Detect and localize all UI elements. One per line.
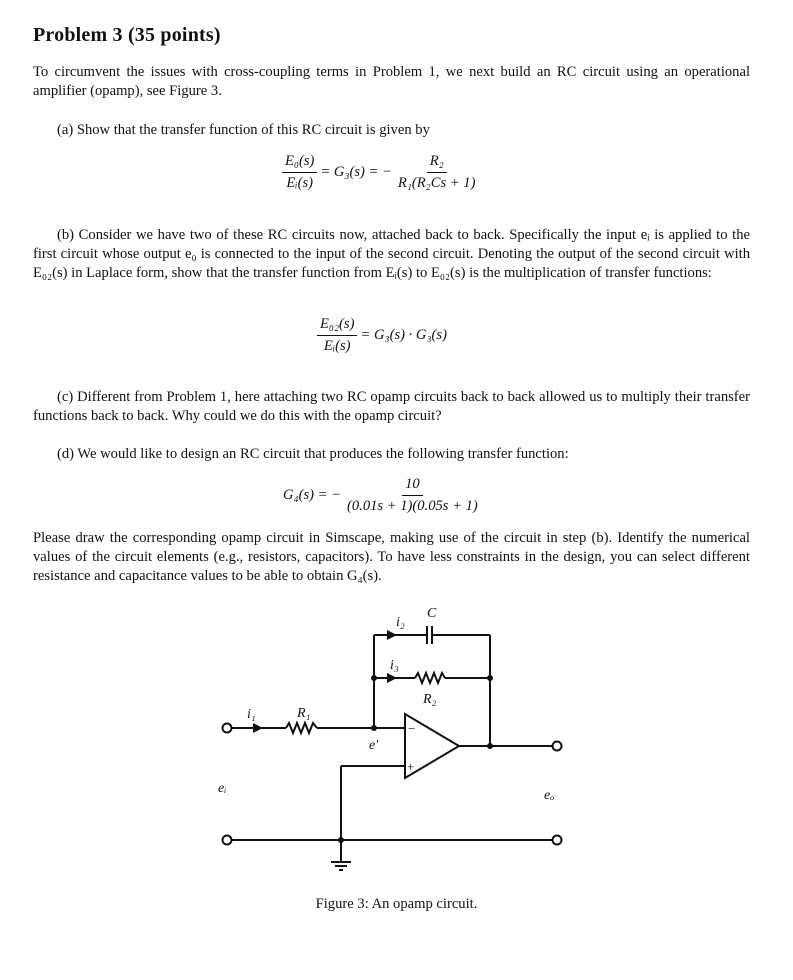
part-a-rhs-num: R₂: [427, 153, 447, 173]
part-c-text: (c) Different from Problem 1, here attaching two RC opamp circuits back to back allowed us to multiply their transfer functions back to back. Why could we do this with the opamp circuit?: [33, 389, 750, 424]
part-a-lhs-num: E₀(s): [282, 153, 317, 173]
part-d-den: (0.01s + 1)(0.05s + 1): [347, 498, 478, 514]
label-i3: i₃: [390, 658, 399, 673]
label-plus: +: [407, 759, 415, 774]
part-a-lhs-den: Eᵢ(s): [286, 175, 313, 191]
r2-junction-dot-right: [487, 675, 493, 681]
intro-paragraph: To circumvent the issues with cross-coupling terms in Problem 1, we next build an RC circuit using an operational amplifier (opamp), see Figure 3.: [33, 64, 750, 99]
part-a-text: (a) Show that the transfer function of this RC circuit is given by: [57, 122, 430, 138]
label-minus: −: [408, 721, 416, 736]
part-b-lhs-num: E₀₂(s): [317, 316, 357, 336]
output-junction-dot: [487, 743, 493, 749]
i1-arrow: [253, 723, 263, 733]
i3-arrow: [387, 673, 397, 683]
part-b-lhs-den: Eᵢ(s): [323, 338, 351, 354]
problem-title: Problem 3 (35 points): [33, 24, 221, 46]
label-r1: R₁: [297, 706, 311, 721]
output-terminal-bottom: [553, 836, 562, 845]
i2-arrow: [387, 630, 397, 640]
label-i2: i₂: [396, 615, 405, 630]
figure-caption: Figure 3: An opamp circuit.: [315, 896, 478, 912]
output-terminal-top: [553, 742, 562, 751]
r2-junction-dot-left: [371, 675, 377, 681]
part-b-text: (b) Consider we have two of these RC circuits now, attached back to back. Specifically the input eᵢ is applied to the first circuit whose output e₀ is connected to the input of the second circuit. Denoting the output of the second circuit with E₀₂(s) in Laplace form, show that the transfer function from Eᵢ(s) to E₀₂(s) is the multiplication of transfer functions:: [33, 227, 750, 281]
label-eo: eₒ: [544, 788, 555, 803]
part-d-lhs: G₄(s) = −: [283, 487, 342, 503]
part-d-followup: Please draw the corresponding opamp circuit in Simscape, making use of the circuit in step (b). Identify the numerical values of the circuit elements (e.g., resistors, capacitors). To have less constraints in the design, you can select different resistance and capacitance values to be able to obtain G₄(s).: [33, 530, 750, 584]
node-junction-dot: [371, 725, 377, 731]
part-a-mid: = G₃(s) = −: [320, 164, 392, 180]
part-b-rhs: = G₃(s) · G₃(s): [360, 327, 447, 343]
label-e-prime: e′: [369, 738, 379, 753]
label-r2: R₂: [423, 692, 437, 707]
input-terminal-bottom: [223, 836, 232, 845]
label-c: C: [427, 606, 437, 621]
input-terminal-top: [223, 724, 232, 733]
part-d-num: 10: [402, 476, 423, 496]
part-d-text: (d) We would like to design an RC circuit that produces the following transfer function:: [57, 446, 569, 462]
label-ei: eᵢ: [218, 781, 227, 796]
r1-resistor: [286, 723, 317, 733]
r2-resistor: [415, 673, 445, 683]
label-i1: i₁: [247, 707, 256, 722]
ground-junction-dot: [338, 837, 344, 843]
part-a-rhs-den: R₁(R₂Cs + 1): [397, 175, 476, 191]
